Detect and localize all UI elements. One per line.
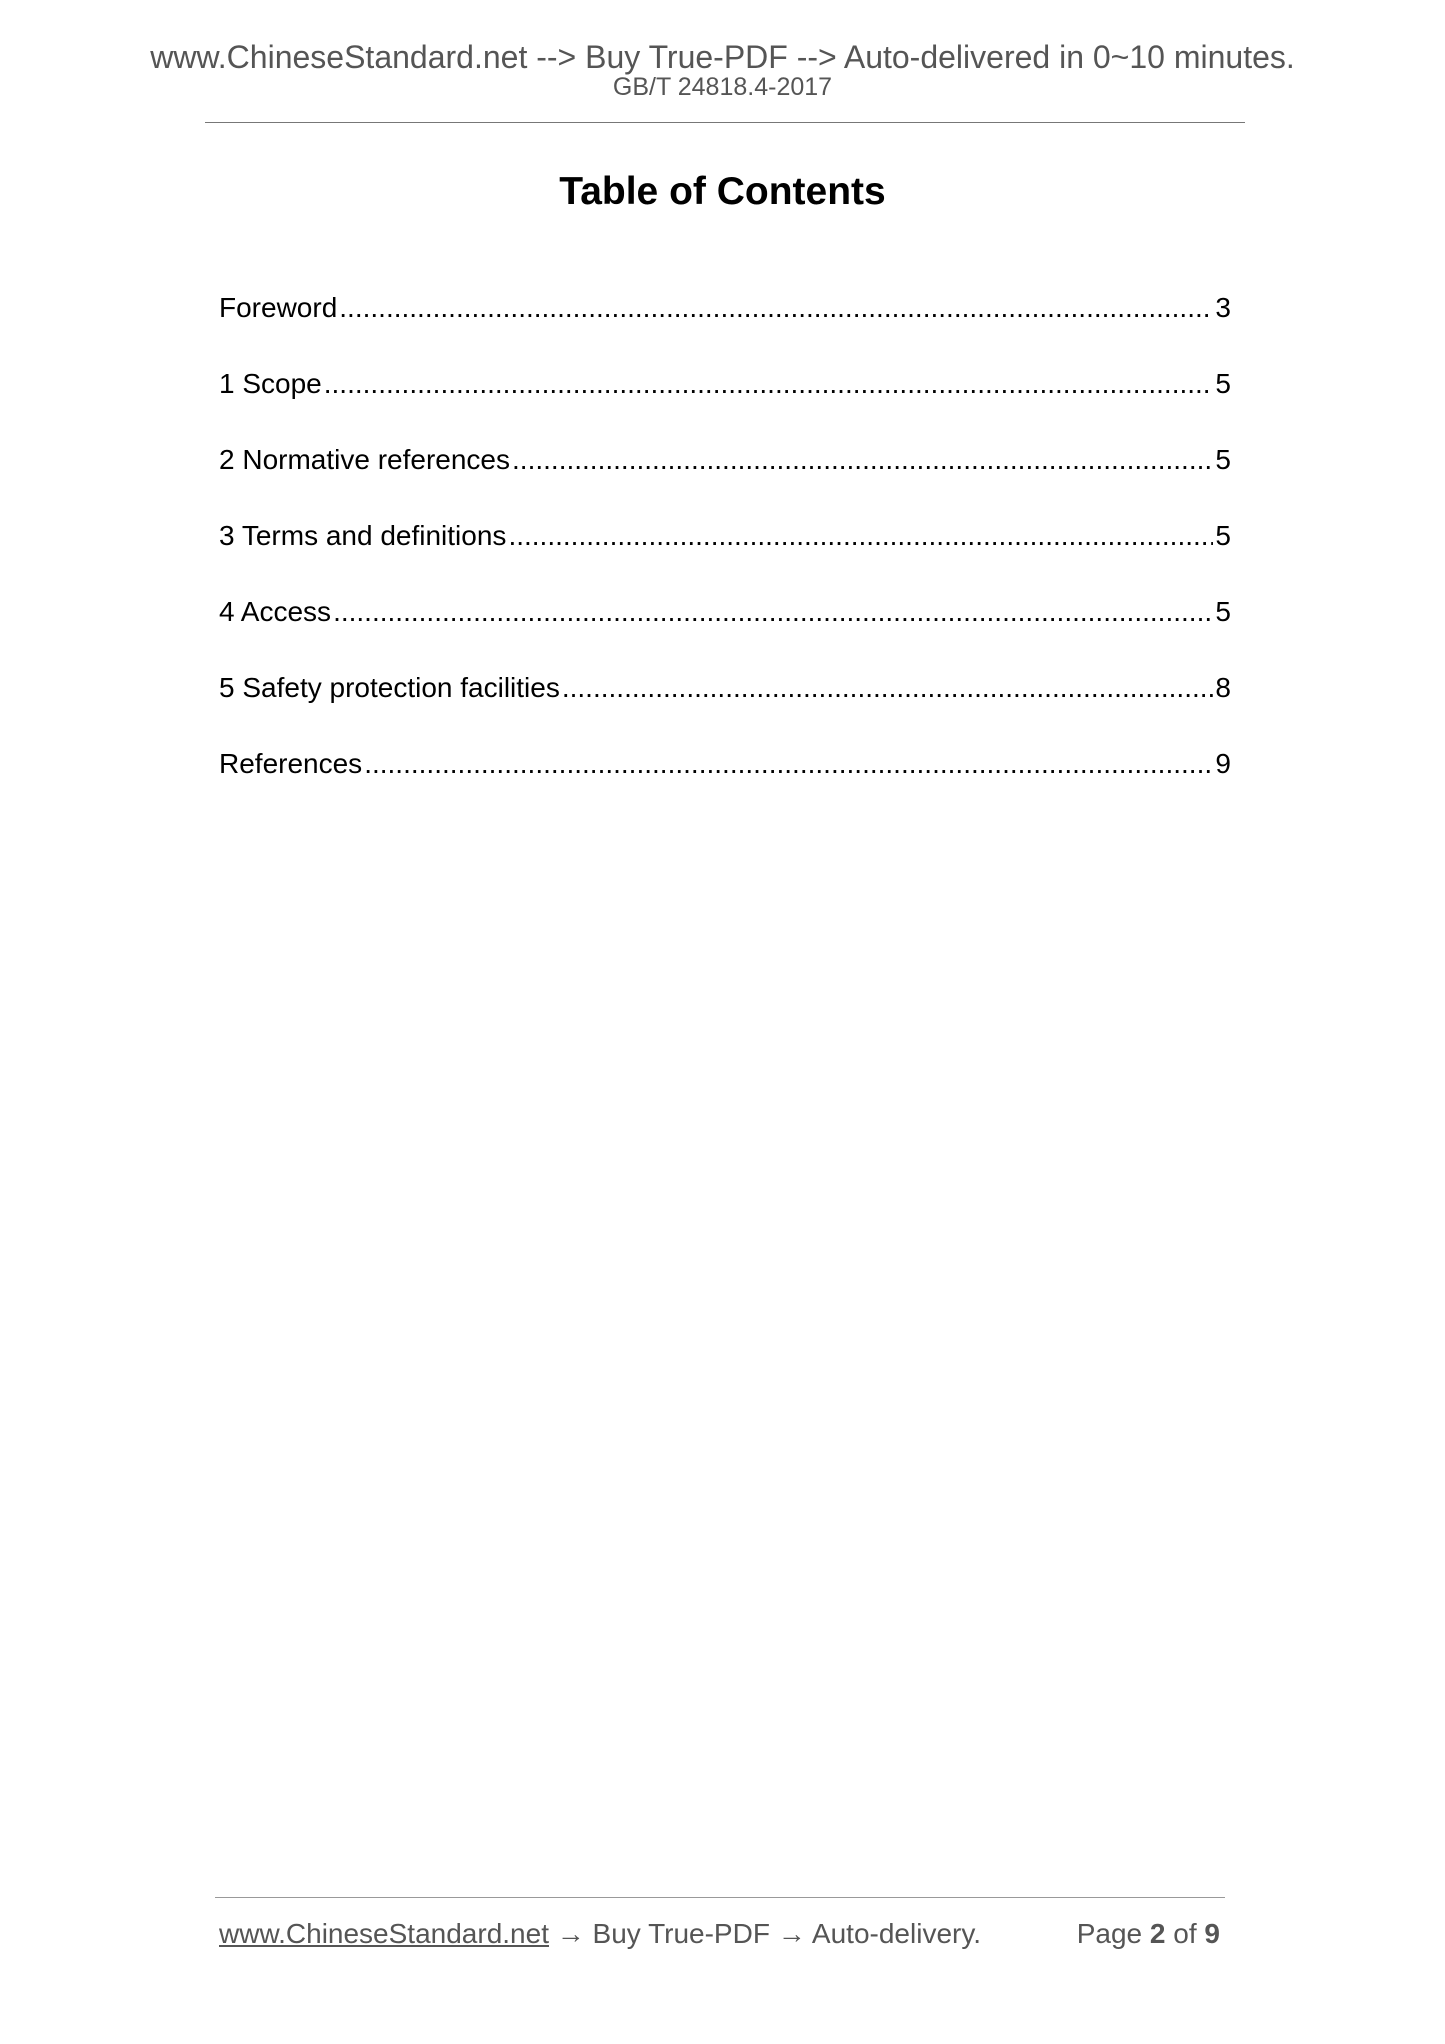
toc-entry-label: 3 Terms and definitions <box>219 520 507 551</box>
toc-dot-leader <box>333 590 1213 634</box>
toc-list <box>219 286 1231 818</box>
toc-dot-leader <box>324 362 1214 406</box>
toc-entry-page: 5 <box>1215 368 1231 399</box>
toc-title: Table of Contents <box>559 170 886 213</box>
toc-entry-page: 5 <box>1215 596 1231 627</box>
toc-entry-label: 5 Safety protection facilities <box>219 672 560 703</box>
total-pages-number: 9 <box>1204 1918 1220 1949</box>
toc-dot-leader <box>339 286 1213 330</box>
toc-dot-leader <box>512 438 1213 482</box>
toc-entry-normative-references[interactable] <box>219 438 1231 514</box>
toc-entry-foreword[interactable] <box>219 286 1231 362</box>
footer-tagline: → Buy True-PDF → Auto-delivery. <box>548 1918 982 1949</box>
document-code: GB/T 24818.4-2017 <box>612 73 833 101</box>
toc-entry-scope[interactable] <box>219 362 1231 438</box>
toc-entry-access[interactable] <box>219 590 1231 666</box>
toc-entry-page: 5 <box>1215 444 1231 475</box>
toc-entry-page: 8 <box>1215 672 1231 703</box>
toc-entry-terms-and-definitions[interactable] <box>219 514 1231 590</box>
toc-dot-leader <box>562 666 1214 710</box>
toc-entry-label: 2 Normative references <box>219 444 511 475</box>
page-word: Page <box>1076 1918 1143 1949</box>
header-divider <box>205 122 1245 123</box>
of-word: of <box>1173 1918 1197 1949</box>
footer-promo <box>219 1917 981 1951</box>
toc-entry-safety-protection-facilities[interactable] <box>219 666 1231 742</box>
toc-entry-page: 9 <box>1215 748 1231 779</box>
toc-entry-label: References <box>219 748 363 779</box>
footer-divider <box>215 1897 1225 1898</box>
toc-entry-references[interactable] <box>219 742 1231 818</box>
footer-site-link[interactable]: www.ChineseStandard.net <box>219 1918 549 1949</box>
toc-dot-leader <box>364 742 1213 786</box>
toc-entry-page: 5 <box>1215 520 1231 551</box>
toc-entry-page: 3 <box>1215 292 1231 323</box>
page-indicator <box>1077 1917 1220 1951</box>
top-banner: www.ChineseStandard.net --> Buy True-PDF --> Auto-delivered in 0~10 minutes. <box>150 39 1295 75</box>
toc-entry-label: Foreword <box>219 292 338 323</box>
toc-entry-label: 4 Access <box>219 596 332 627</box>
current-page-number: 2 <box>1149 1918 1166 1949</box>
toc-dot-leader <box>508 514 1213 558</box>
toc-entry-label: 1 Scope <box>219 368 322 399</box>
